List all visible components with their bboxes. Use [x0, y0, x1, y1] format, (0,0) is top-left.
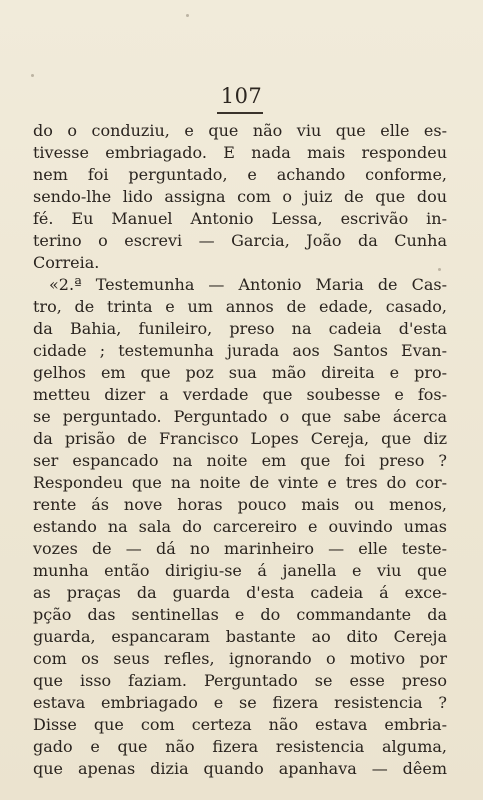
text-line: da prisão de Francisco Lopes Cereja, que diz [33, 429, 447, 448]
text-line: Disse que com certeza não estava embria- [33, 715, 447, 734]
page-number-rule [217, 112, 263, 114]
text-line: Correia. [33, 253, 100, 272]
text-line: pção das sentinellas e do commandante da [33, 605, 447, 624]
text-line: Respondeu que na noite de vinte e tres do cor- [33, 473, 447, 492]
page-number: 107 [220, 84, 263, 108]
text-line: tro, de trinta e um annos de edade, casado, [33, 297, 447, 316]
text-line: «2.ª Testemunha — Antonio Maria de Cas- [49, 275, 447, 294]
text-line: gelhos em que poz sua mão direita e pro- [33, 363, 447, 382]
text-line: tivesse embriagado. E nada mais respondeu [33, 143, 447, 162]
body-text [33, 120, 447, 780]
text-line: guarda, espancaram bastante ao dito Cereja [33, 627, 447, 646]
text-line: da Bahia, funileiro, preso na cadeia d'esta [33, 319, 447, 338]
text-line: munha então dirigiu-se á janella e viu que [33, 561, 447, 580]
text-line: do o conduziu, e que não viu que elle es- [33, 121, 447, 140]
text-line: fé. Eu Manuel Antonio Lessa, escrivão in- [33, 209, 447, 228]
text-line: metteu dizer a verdade que soubesse e fos- [33, 385, 447, 404]
text-line: cidade ; testemunha jurada aos Santos Evan- [33, 341, 447, 360]
paper-speck [186, 14, 189, 17]
text-line: sendo-lhe lido assigna com o juiz de que dou [33, 187, 447, 206]
text-line: estava embriagado e se fizera resistencia ? [33, 693, 447, 712]
text-line: terino o escrevi — Garcia, João da Cunha [33, 231, 447, 250]
text-line: se perguntado. Perguntado o que sabe ácerca [33, 407, 447, 426]
text-line: vozes de — dá no marinheiro — elle teste- [33, 539, 447, 558]
text-line: que isso faziam. Perguntado se esse preso [33, 671, 447, 690]
text-line: nem foi perguntado, e achando conforme, [33, 165, 447, 184]
text-line: ser espancado na noite em que foi preso ? [33, 451, 447, 470]
text-line: as praças da guarda d'esta cadeia á exce- [33, 583, 447, 602]
text-line: com os seus refles, ignorando o motivo por [33, 649, 447, 668]
text-line: estando na sala do carcereiro e ouvindo umas [33, 517, 447, 536]
text-line: que apenas dizia quando apanhava — dêem [33, 759, 447, 778]
paper-speck [31, 74, 34, 77]
text-line: rente ás nove horas pouco mais ou menos, [33, 495, 447, 514]
text-line: gado e que não fizera resistencia alguma, [33, 737, 447, 756]
